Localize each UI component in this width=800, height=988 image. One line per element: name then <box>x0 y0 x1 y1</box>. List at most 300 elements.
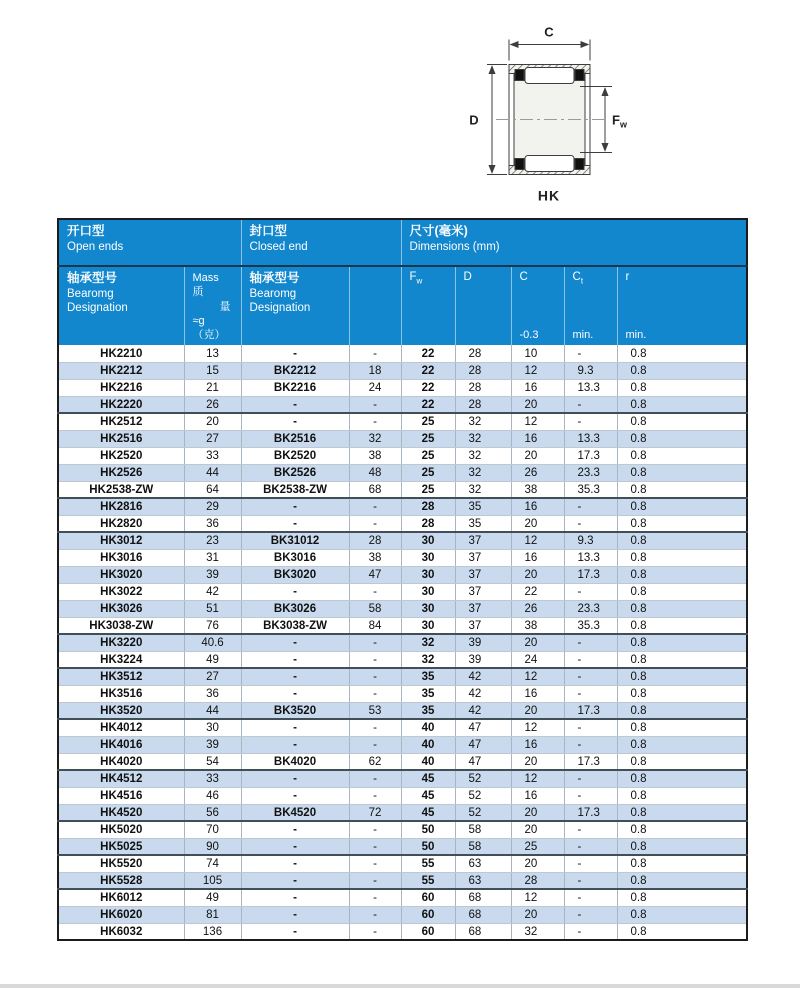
cell-open-mass: 15 <box>184 362 241 379</box>
cell-open-designation: HK6012 <box>58 889 184 906</box>
cell-fw: 40 <box>401 736 455 753</box>
cell-open-mass: 64 <box>184 481 241 498</box>
cell-ct: - <box>564 651 617 668</box>
table-row <box>58 634 747 651</box>
cell-fw: 40 <box>401 753 455 770</box>
cell-open-mass: 29 <box>184 498 241 515</box>
cell-open-mass: 70 <box>184 821 241 838</box>
cell-ct: - <box>564 515 617 532</box>
cell-fw: 35 <box>401 685 455 702</box>
cell-closed-mass: - <box>349 515 401 532</box>
cell-fw: 22 <box>401 396 455 413</box>
cell-c: 12 <box>511 362 564 379</box>
closed-end-en: Closed end <box>249 240 308 253</box>
table-row <box>58 379 747 396</box>
cell-r: 0.8 <box>617 396 747 413</box>
cell-c: 38 <box>511 481 564 498</box>
cell-ct: - <box>564 855 617 872</box>
cell-d: 32 <box>455 481 511 498</box>
cell-ct: 17.3 <box>564 566 617 583</box>
cell-r: 0.8 <box>617 600 747 617</box>
table-row <box>58 481 747 498</box>
cell-d: 42 <box>455 702 511 719</box>
cell-open-designation: HK2526 <box>58 464 184 481</box>
table-row <box>58 787 747 804</box>
cell-r: 0.8 <box>617 821 747 838</box>
cell-fw: 60 <box>401 906 455 923</box>
cell-d: 28 <box>455 379 511 396</box>
cell-r: 0.8 <box>617 770 747 787</box>
cell-open-mass: 90 <box>184 838 241 855</box>
cell-open-mass: 44 <box>184 702 241 719</box>
cell-d: 63 <box>455 872 511 889</box>
cell-closed-mass: - <box>349 413 401 430</box>
cell-closed-designation: BK3026 <box>241 600 349 617</box>
table-row <box>58 600 747 617</box>
cell-ct: - <box>564 413 617 430</box>
cell-ct: 13.3 <box>564 549 617 566</box>
cell-d: 28 <box>455 362 511 379</box>
cell-closed-designation: - <box>241 515 349 532</box>
cell-ct: 35.3 <box>564 481 617 498</box>
cell-fw: 28 <box>401 515 455 532</box>
page-bottom-strip <box>0 984 800 988</box>
cell-c: 16 <box>511 549 564 566</box>
cell-open-designation: HK5025 <box>58 838 184 855</box>
header-open-ends <box>58 219 241 266</box>
cell-closed-mass: - <box>349 923 401 940</box>
cell-r: 0.8 <box>617 923 747 940</box>
cell-d: 37 <box>455 566 511 583</box>
cell-r: 0.8 <box>617 430 747 447</box>
cell-open-mass: 23 <box>184 532 241 549</box>
cell-closed-mass: 38 <box>349 447 401 464</box>
cell-closed-designation: - <box>241 889 349 906</box>
cell-open-mass: 13 <box>184 345 241 362</box>
cell-ct: - <box>564 872 617 889</box>
cell-r: 0.8 <box>617 889 747 906</box>
cell-closed-mass: 84 <box>349 617 401 634</box>
cell-c: 20 <box>511 702 564 719</box>
cell-c: 20 <box>511 566 564 583</box>
cell-fw: 30 <box>401 532 455 549</box>
cell-r: 0.8 <box>617 566 747 583</box>
table-row <box>58 838 747 855</box>
cell-open-mass: 44 <box>184 464 241 481</box>
cell-closed-designation: - <box>241 855 349 872</box>
cell-d: 52 <box>455 770 511 787</box>
cell-fw: 32 <box>401 634 455 651</box>
cell-open-mass: 56 <box>184 804 241 821</box>
table-row <box>58 617 747 634</box>
cell-r: 0.8 <box>617 532 747 549</box>
cell-open-designation: HK2516 <box>58 430 184 447</box>
cell-open-designation: HK3220 <box>58 634 184 651</box>
header-col-c: C -0.3 <box>511 266 564 345</box>
cell-ct: - <box>564 821 617 838</box>
cell-c: 20 <box>511 753 564 770</box>
cell-r: 0.8 <box>617 481 747 498</box>
table-row <box>58 702 747 719</box>
cell-c: 12 <box>511 668 564 685</box>
cell-closed-designation: BK3520 <box>241 702 349 719</box>
cell-d: 37 <box>455 617 511 634</box>
table-row <box>58 685 747 702</box>
cell-open-designation: HK2816 <box>58 498 184 515</box>
cell-d: 68 <box>455 889 511 906</box>
cell-closed-mass: - <box>349 787 401 804</box>
header-closed-end <box>241 219 401 266</box>
table-row <box>58 821 747 838</box>
cell-closed-mass: - <box>349 396 401 413</box>
cell-closed-mass: 53 <box>349 702 401 719</box>
cell-ct: - <box>564 685 617 702</box>
cell-open-designation: HK2210 <box>58 345 184 362</box>
cell-fw: 55 <box>401 872 455 889</box>
cell-ct: - <box>564 583 617 600</box>
cell-c: 12 <box>511 532 564 549</box>
cell-fw: 40 <box>401 719 455 736</box>
cell-closed-designation: - <box>241 719 349 736</box>
cell-fw: 60 <box>401 923 455 940</box>
cell-open-mass: 49 <box>184 651 241 668</box>
cell-ct: 9.3 <box>564 362 617 379</box>
cell-d: 28 <box>455 345 511 362</box>
cell-closed-mass: - <box>349 668 401 685</box>
cell-open-designation: HK3022 <box>58 583 184 600</box>
cell-r: 0.8 <box>617 464 747 481</box>
cell-closed-mass: - <box>349 872 401 889</box>
cell-closed-mass: 62 <box>349 753 401 770</box>
cell-c: 24 <box>511 651 564 668</box>
cell-closed-mass: 72 <box>349 804 401 821</box>
cell-c: 12 <box>511 770 564 787</box>
table-row <box>58 770 747 787</box>
open-ends-zh: 开口型 <box>67 224 105 238</box>
table-row <box>58 906 747 923</box>
cell-ct: 23.3 <box>564 464 617 481</box>
cell-closed-designation: - <box>241 651 349 668</box>
cell-d: 52 <box>455 804 511 821</box>
table-row <box>58 753 747 770</box>
cell-ct: - <box>564 396 617 413</box>
cell-d: 32 <box>455 464 511 481</box>
table-row <box>58 566 747 583</box>
cell-open-designation: HK3026 <box>58 600 184 617</box>
cell-closed-mass: - <box>349 634 401 651</box>
cell-open-mass: 31 <box>184 549 241 566</box>
dim-fw-label: $F_w$ <box>612 112 627 130</box>
cell-open-designation: HK3520 <box>58 702 184 719</box>
cell-open-mass: 105 <box>184 872 241 889</box>
cell-open-designation: HK2512 <box>58 413 184 430</box>
header-open-designation: 轴承型号 Bearomg Designation <box>58 266 184 345</box>
cell-open-designation: HK5528 <box>58 872 184 889</box>
cell-c: 22 <box>511 583 564 600</box>
header-col-r: r min. <box>617 266 747 345</box>
cell-fw: 30 <box>401 583 455 600</box>
cell-fw: 22 <box>401 345 455 362</box>
cell-open-mass: 36 <box>184 515 241 532</box>
cell-r: 0.8 <box>617 515 747 532</box>
cell-fw: 25 <box>401 413 455 430</box>
cell-d: 37 <box>455 600 511 617</box>
cell-closed-designation: BK2212 <box>241 362 349 379</box>
cell-fw: 60 <box>401 889 455 906</box>
cell-open-mass: 40.6 <box>184 634 241 651</box>
cell-open-designation: HK4012 <box>58 719 184 736</box>
cell-fw: 22 <box>401 362 455 379</box>
cell-open-mass: 33 <box>184 447 241 464</box>
cell-c: 16 <box>511 498 564 515</box>
cell-d: 28 <box>455 396 511 413</box>
table-row <box>58 855 747 872</box>
dimensions-en: Dimensions (mm) <box>409 240 500 253</box>
cell-c: 20 <box>511 821 564 838</box>
cell-closed-designation: - <box>241 583 349 600</box>
cell-closed-mass: 28 <box>349 532 401 549</box>
cell-closed-mass: - <box>349 821 401 838</box>
cell-closed-mass: - <box>349 345 401 362</box>
cell-open-mass: 20 <box>184 413 241 430</box>
cell-closed-mass: 58 <box>349 600 401 617</box>
cell-c: 25 <box>511 838 564 855</box>
cell-fw: 45 <box>401 787 455 804</box>
cell-c: 32 <box>511 923 564 940</box>
cell-fw: 28 <box>401 498 455 515</box>
cell-ct: - <box>564 838 617 855</box>
cell-closed-designation: BK2216 <box>241 379 349 396</box>
table-row <box>58 362 747 379</box>
cell-r: 0.8 <box>617 583 747 600</box>
cell-c: 12 <box>511 413 564 430</box>
cell-d: 58 <box>455 821 511 838</box>
cell-closed-designation: BK3016 <box>241 549 349 566</box>
cell-c: 20 <box>511 447 564 464</box>
cell-closed-designation: - <box>241 821 349 838</box>
cell-d: 42 <box>455 668 511 685</box>
header-closed-mass-blank <box>349 266 401 345</box>
cell-d: 52 <box>455 787 511 804</box>
bearing-dimension-table <box>57 218 748 941</box>
cell-open-mass: 54 <box>184 753 241 770</box>
cell-ct: - <box>564 787 617 804</box>
cell-c: 16 <box>511 430 564 447</box>
cell-r: 0.8 <box>617 753 747 770</box>
cell-closed-designation: BK31012 <box>241 532 349 549</box>
cell-d: 32 <box>455 430 511 447</box>
drawing-caption: HK <box>537 187 561 204</box>
cell-open-designation: HK2216 <box>58 379 184 396</box>
cell-d: 37 <box>455 549 511 566</box>
cell-open-mass: 27 <box>184 668 241 685</box>
cell-r: 0.8 <box>617 447 747 464</box>
cell-closed-mass: - <box>349 651 401 668</box>
cell-r: 0.8 <box>617 651 747 668</box>
cell-fw: 30 <box>401 617 455 634</box>
cell-open-designation: HK4512 <box>58 770 184 787</box>
cell-open-designation: HK3038-ZW <box>58 617 184 634</box>
cell-closed-mass: 68 <box>349 481 401 498</box>
cell-c: 16 <box>511 685 564 702</box>
cell-r: 0.8 <box>617 668 747 685</box>
cell-closed-mass: - <box>349 719 401 736</box>
cell-r: 0.8 <box>617 413 747 430</box>
cell-d: 32 <box>455 413 511 430</box>
cell-c: 20 <box>511 634 564 651</box>
table-row <box>58 396 747 413</box>
cell-d: 42 <box>455 685 511 702</box>
header-closed-designation: 轴承型号 Bearomg Designation <box>241 266 349 345</box>
bearing-drawing <box>452 12 682 217</box>
cell-r: 0.8 <box>617 362 747 379</box>
cell-c: 16 <box>511 736 564 753</box>
cell-closed-mass: 47 <box>349 566 401 583</box>
cell-fw: 45 <box>401 804 455 821</box>
table-row <box>58 498 747 515</box>
cell-closed-mass: 18 <box>349 362 401 379</box>
cell-closed-designation: BK3038-ZW <box>241 617 349 634</box>
cell-open-designation: HK3016 <box>58 549 184 566</box>
cell-d: 63 <box>455 855 511 872</box>
cell-open-mass: 33 <box>184 770 241 787</box>
cell-open-designation: HK2520 <box>58 447 184 464</box>
cell-open-mass: 76 <box>184 617 241 634</box>
cell-c: 20 <box>511 855 564 872</box>
cell-r: 0.8 <box>617 719 747 736</box>
cell-r: 0.8 <box>617 906 747 923</box>
cell-d: 58 <box>455 838 511 855</box>
cell-open-mass: 136 <box>184 923 241 940</box>
cell-ct: - <box>564 719 617 736</box>
cell-d: 37 <box>455 583 511 600</box>
cell-r: 0.8 <box>617 872 747 889</box>
open-ends-en: Open ends <box>67 240 124 253</box>
cell-closed-designation: - <box>241 906 349 923</box>
cell-ct: 13.3 <box>564 430 617 447</box>
table-body <box>58 345 747 940</box>
cell-ct: 17.3 <box>564 702 617 719</box>
cell-open-mass: 30 <box>184 719 241 736</box>
table-row <box>58 583 747 600</box>
cell-closed-designation: - <box>241 872 349 889</box>
closed-end-zh: 封口型 <box>249 224 288 238</box>
cell-open-designation: HK6032 <box>58 923 184 940</box>
table-row <box>58 345 747 362</box>
cell-fw: 35 <box>401 702 455 719</box>
cell-closed-designation: - <box>241 396 349 413</box>
cell-closed-designation: - <box>241 498 349 515</box>
table-row <box>58 651 747 668</box>
cell-r: 0.8 <box>617 736 747 753</box>
cell-closed-designation: BK4020 <box>241 753 349 770</box>
cell-open-designation: HK2220 <box>58 396 184 413</box>
table-row <box>58 889 747 906</box>
cell-open-designation: HK3224 <box>58 651 184 668</box>
cell-d: 68 <box>455 923 511 940</box>
cell-closed-mass: 48 <box>349 464 401 481</box>
table-row <box>58 668 747 685</box>
cell-closed-designation: - <box>241 685 349 702</box>
cell-closed-mass: - <box>349 770 401 787</box>
cell-open-designation: HK3516 <box>58 685 184 702</box>
cell-d: 32 <box>455 447 511 464</box>
cell-fw: 30 <box>401 566 455 583</box>
cell-c: 12 <box>511 889 564 906</box>
cell-closed-designation: - <box>241 838 349 855</box>
dimensions-zh: 尺寸(毫米) <box>409 224 468 238</box>
table-row <box>58 719 747 736</box>
cell-closed-designation: - <box>241 668 349 685</box>
cell-ct: 35.3 <box>564 617 617 634</box>
cell-closed-designation: - <box>241 413 349 430</box>
cell-open-mass: 26 <box>184 396 241 413</box>
cell-d: 68 <box>455 906 511 923</box>
cell-closed-mass: - <box>349 855 401 872</box>
cell-open-designation: HK3012 <box>58 532 184 549</box>
cell-closed-designation: - <box>241 634 349 651</box>
cell-closed-designation: - <box>241 345 349 362</box>
cell-closed-mass: - <box>349 889 401 906</box>
cell-closed-mass: 32 <box>349 430 401 447</box>
cell-closed-designation: BK2538-ZW <box>241 481 349 498</box>
cell-d: 47 <box>455 736 511 753</box>
header-col-ct: $C_t$ min. <box>564 266 617 345</box>
cell-d: 35 <box>455 515 511 532</box>
cell-c: 26 <box>511 600 564 617</box>
cell-c: 12 <box>511 719 564 736</box>
cell-open-mass: 39 <box>184 736 241 753</box>
cell-fw: 25 <box>401 430 455 447</box>
cell-ct: - <box>564 736 617 753</box>
cell-r: 0.8 <box>617 617 747 634</box>
cell-open-designation: HK4516 <box>58 787 184 804</box>
cell-closed-mass: - <box>349 498 401 515</box>
cell-open-designation: HK4520 <box>58 804 184 821</box>
cell-ct: 9.3 <box>564 532 617 549</box>
cell-ct: - <box>564 906 617 923</box>
table-row <box>58 736 747 753</box>
cell-c: 20 <box>511 515 564 532</box>
cell-closed-mass: - <box>349 906 401 923</box>
cell-d: 47 <box>455 719 511 736</box>
table-row <box>58 464 747 481</box>
cell-ct: 23.3 <box>564 600 617 617</box>
cell-closed-designation: - <box>241 770 349 787</box>
cell-d: 35 <box>455 498 511 515</box>
cell-closed-designation: - <box>241 923 349 940</box>
cell-open-designation: HK3020 <box>58 566 184 583</box>
cell-open-designation: HK2820 <box>58 515 184 532</box>
cell-ct: - <box>564 345 617 362</box>
cell-c: 26 <box>511 464 564 481</box>
header-col-d: D <box>455 266 511 345</box>
cell-r: 0.8 <box>617 549 747 566</box>
table-row <box>58 430 747 447</box>
cell-open-mass: 27 <box>184 430 241 447</box>
cell-open-designation: HK4016 <box>58 736 184 753</box>
header-col-fw: $F_w$ <box>401 266 455 345</box>
cell-r: 0.8 <box>617 787 747 804</box>
cell-c: 16 <box>511 787 564 804</box>
cell-open-designation: HK5020 <box>58 821 184 838</box>
cell-fw: 30 <box>401 600 455 617</box>
cell-ct: - <box>564 668 617 685</box>
cell-open-mass: 21 <box>184 379 241 396</box>
cell-c: 20 <box>511 906 564 923</box>
cell-c: 28 <box>511 872 564 889</box>
cell-r: 0.8 <box>617 634 747 651</box>
